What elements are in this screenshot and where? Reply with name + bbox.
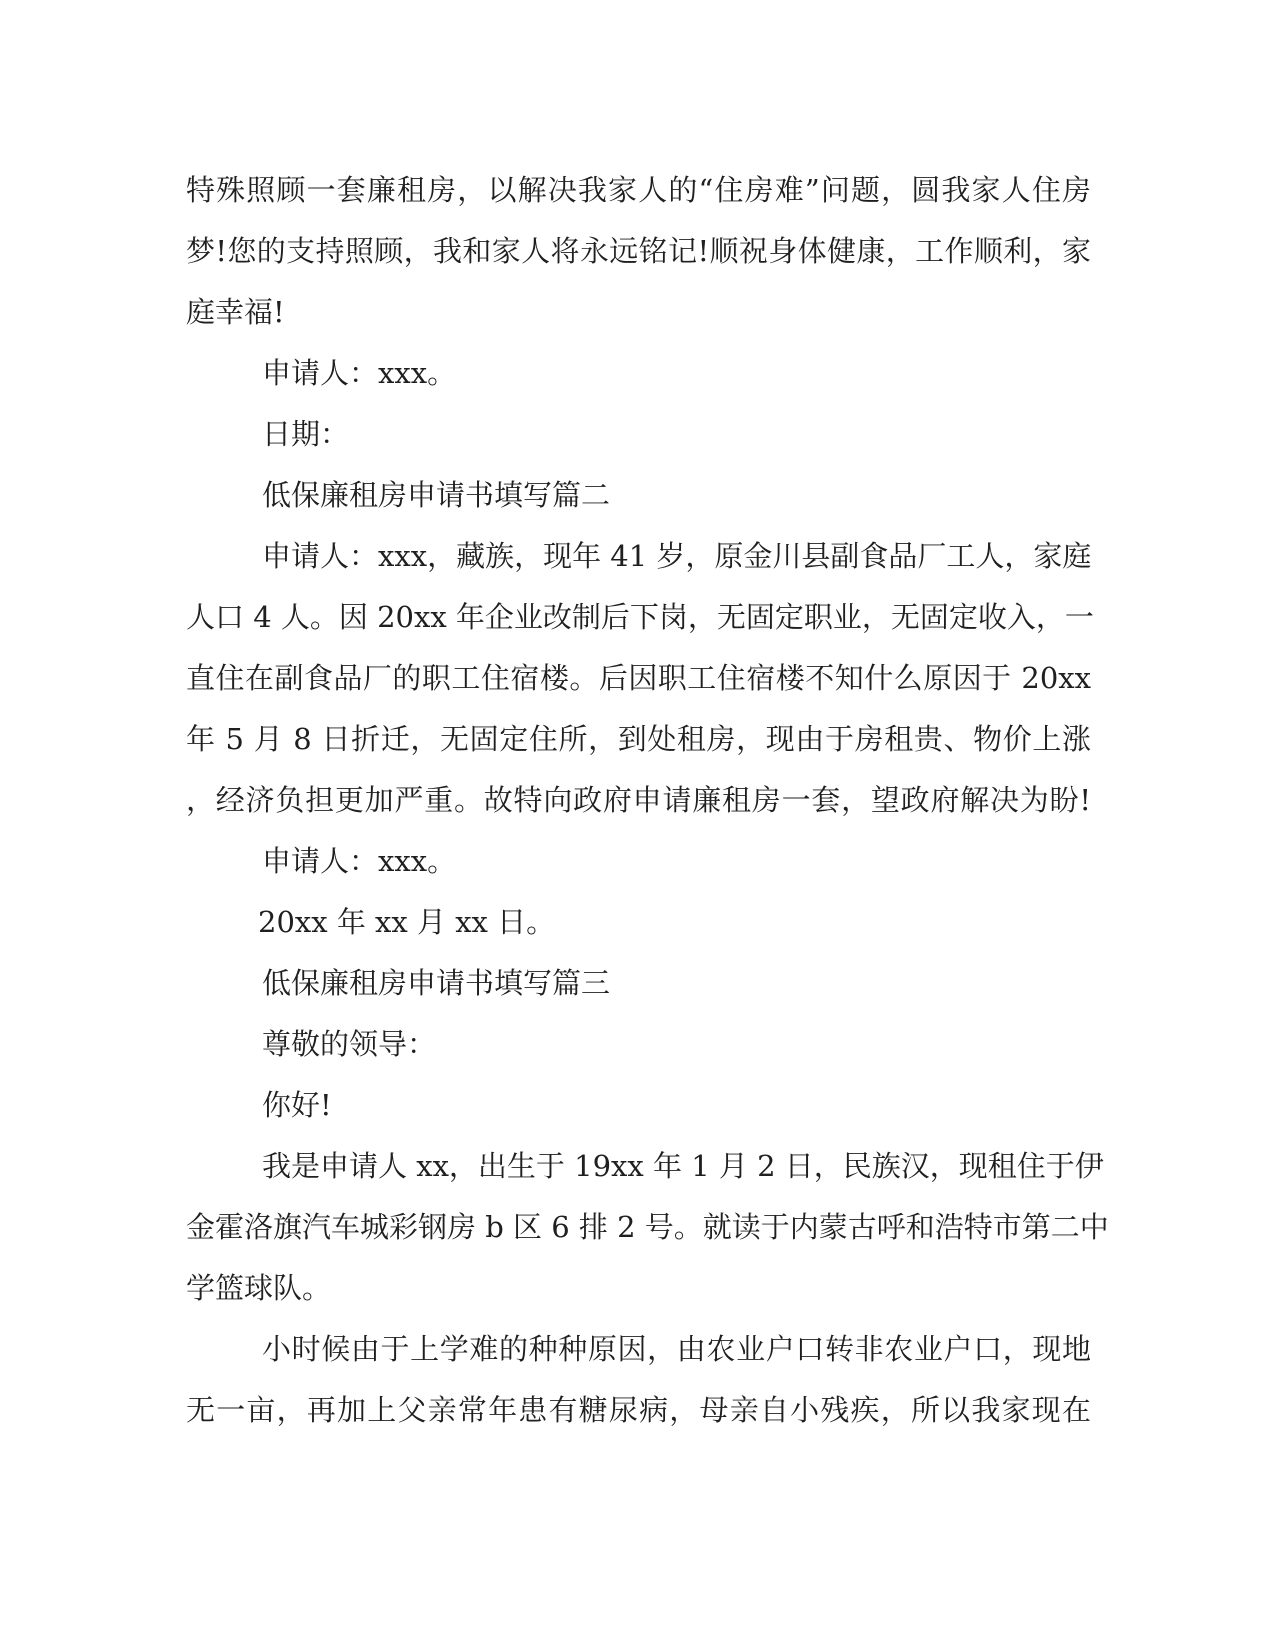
text-line: 梦!您的支持照顾，我和家人将永远铭记!顺祝身体健康，工作顺利，家: [186, 234, 1091, 268]
text-line: 庭幸福!: [186, 295, 285, 329]
text-line: 直住在副食品厂的职工住宿楼。后因职工住宿楼不知什么原因于 20xx: [186, 661, 1091, 695]
text-line: 申请人：xxx，藏族，现年 41 岁，原金川县副食品厂工人，家庭: [262, 539, 1092, 573]
text-line: 小时候由于上学难的种种原因，由农业户口转非农业户口，现地: [262, 1332, 1091, 1366]
applicant-line: 申请人：xxx。: [262, 844, 457, 878]
date-line: 20xx 年 xx 月 xx 日。: [258, 905, 556, 939]
applicant-line: 申请人：xxx。: [262, 356, 457, 390]
text-line: 我是申请人 xx，出生于 19xx 年 1 月 2 日，民族汉，现租住于伊: [262, 1149, 1104, 1183]
salutation-line: 尊敬的领导：: [262, 1027, 437, 1061]
greeting-line: 你好!: [262, 1088, 332, 1122]
section-heading: 低保廉租房申请书填写篇三: [262, 966, 611, 1000]
section-heading: 低保廉租房申请书填写篇二: [262, 478, 611, 512]
text-line: ，经济负担更加严重。故特向政府申请廉租房一套，望政府解决为盼!: [186, 783, 1091, 817]
text-line: 人口 4 人。因 20xx 年企业改制后下岗，无固定职业，无固定收入，一: [186, 600, 1094, 634]
text-line: 无一亩，再加上父亲常年患有糖尿病，母亲自小残疾，所以我家现在: [186, 1393, 1091, 1427]
text-line: 金霍洛旗汽车城彩钢房 b 区 6 排 2 号。就读于内蒙古呼和浩特市第二中: [186, 1210, 1109, 1244]
document-body: [186, 160, 1109, 1441]
text-line: 学篮球队。: [186, 1271, 332, 1305]
text-line: 特殊照顾一套廉租房，以解决我家人的“住房难”问题，圆我家人住房: [186, 173, 1091, 207]
date-line: 日期：: [262, 417, 350, 451]
text-line: 年 5 月 8 日折迁，无固定住所，到处租房，现由于房租贵、物价上涨: [186, 722, 1091, 756]
